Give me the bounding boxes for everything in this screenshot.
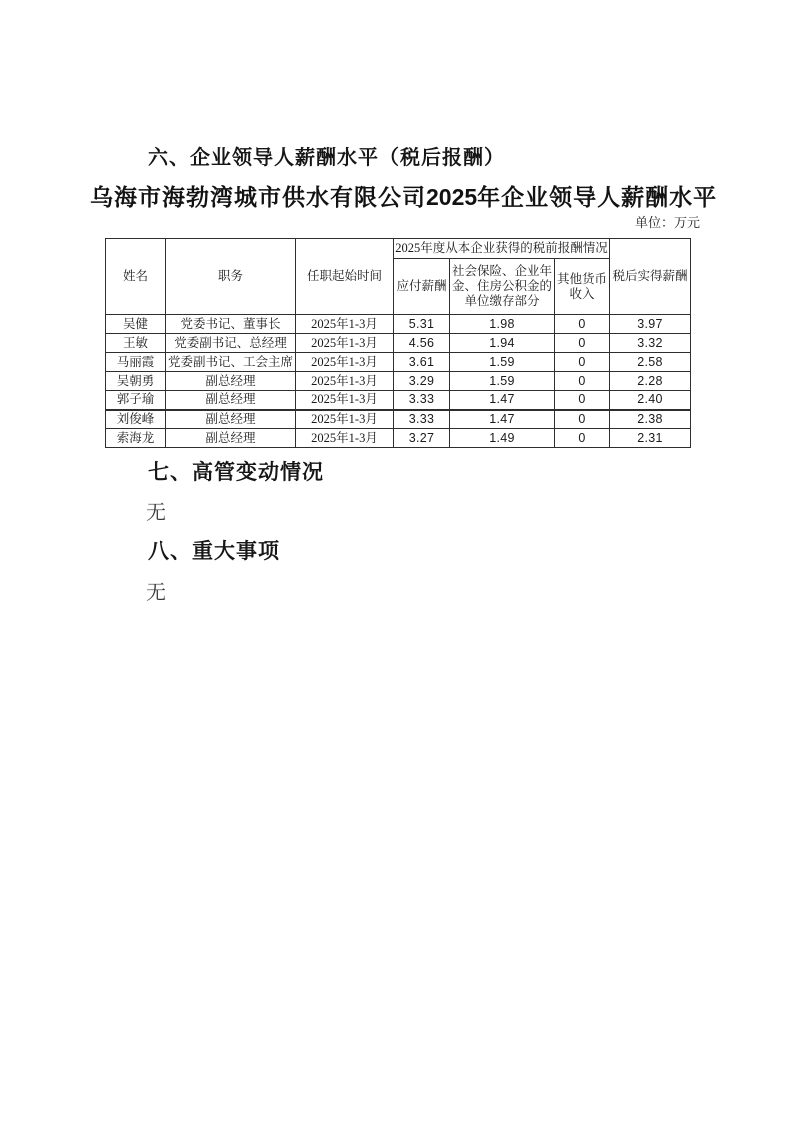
cell-social-insurance: 1.59 — [450, 353, 555, 372]
col-header-social-insurance: 社会保险、企业年金、住房公积金的单位缴存部分 — [450, 259, 555, 315]
cell-other-income: 0 — [555, 391, 610, 410]
table-title-suffix: 年企业领导人薪酬水平 — [477, 185, 718, 210]
col-header-payable-salary: 应付薪酬 — [394, 259, 450, 315]
cell-name: 索海龙 — [106, 429, 166, 448]
cell-aftertax-salary: 2.28 — [610, 372, 691, 391]
cell-aftertax-salary: 2.58 — [610, 353, 691, 372]
table-row — [106, 410, 691, 429]
cell-position: 党委副书记、工会主席 — [166, 353, 296, 372]
cell-position: 副总经理 — [166, 429, 296, 448]
section-7-content: 无 — [146, 502, 166, 524]
table-row — [106, 334, 691, 353]
cell-payable-salary: 3.33 — [394, 391, 450, 410]
unit-label: 单位：万元 — [634, 215, 700, 230]
table-row — [106, 353, 691, 372]
cell-aftertax-salary: 2.38 — [610, 410, 691, 429]
cell-social-insurance: 1.49 — [450, 429, 555, 448]
cell-payable-salary: 3.33 — [394, 410, 450, 429]
cell-aftertax-salary: 3.97 — [610, 315, 691, 334]
cell-aftertax-salary: 3.32 — [610, 334, 691, 353]
cell-other-income: 0 — [555, 410, 610, 429]
cell-start-date: 2025年1-3月 — [296, 410, 394, 429]
cell-name: 马丽霞 — [106, 353, 166, 372]
section-8-content: 无 — [146, 582, 166, 604]
section-6-heading: 六、企业领导人薪酬水平（税后报酬） — [148, 147, 505, 169]
cell-position: 党委副书记、总经理 — [166, 334, 296, 353]
cell-position: 副总经理 — [166, 410, 296, 429]
cell-payable-salary: 4.56 — [394, 334, 450, 353]
cell-position: 副总经理 — [166, 391, 296, 410]
cell-social-insurance: 1.94 — [450, 334, 555, 353]
cell-name: 刘俊峰 — [106, 410, 166, 429]
table-title — [90, 183, 718, 212]
cell-payable-salary: 3.29 — [394, 372, 450, 391]
cell-start-date: 2025年1-3月 — [296, 334, 394, 353]
col-header-name: 姓名 — [106, 239, 166, 315]
cell-social-insurance: 1.47 — [450, 410, 555, 429]
cell-social-insurance: 1.98 — [450, 315, 555, 334]
cell-name: 郭子瑜 — [106, 391, 166, 410]
cell-aftertax-salary: 2.31 — [610, 429, 691, 448]
cell-name: 吴健 — [106, 315, 166, 334]
cell-payable-salary: 3.27 — [394, 429, 450, 448]
section-7-heading: 七、高管变动情况 — [148, 461, 324, 484]
col-header-start-date: 任职起始时间 — [296, 239, 394, 315]
cell-other-income: 0 — [555, 334, 610, 353]
section-8-heading: 八、重大事项 — [148, 540, 280, 563]
table-row — [106, 315, 691, 334]
cell-name: 王敏 — [106, 334, 166, 353]
cell-payable-salary: 5.31 — [394, 315, 450, 334]
col-header-other-income: 其他货币收入 — [555, 259, 610, 315]
cell-start-date: 2025年1-3月 — [296, 315, 394, 334]
table-row — [106, 372, 691, 391]
col-header-pretax-group: 2025年度从本企业获得的税前报酬情况 — [394, 239, 610, 259]
cell-name: 吴朝勇 — [106, 372, 166, 391]
table-title-year: 2025 — [426, 184, 478, 210]
col-header-aftertax-salary: 税后实得薪酬 — [610, 239, 691, 315]
cell-other-income: 0 — [555, 315, 610, 334]
salary-table — [105, 238, 691, 448]
cell-position: 副总经理 — [166, 372, 296, 391]
col-header-position: 职务 — [166, 239, 296, 315]
cell-social-insurance: 1.59 — [450, 372, 555, 391]
cell-other-income: 0 — [555, 429, 610, 448]
cell-start-date: 2025年1-3月 — [296, 372, 394, 391]
table-title-prefix: 乌海市海勃湾城市供水有限公司 — [90, 185, 426, 210]
cell-other-income: 0 — [555, 353, 610, 372]
cell-other-income: 0 — [555, 372, 610, 391]
cell-start-date: 2025年1-3月 — [296, 391, 394, 410]
cell-start-date: 2025年1-3月 — [296, 429, 394, 448]
table-row — [106, 429, 691, 448]
cell-start-date: 2025年1-3月 — [296, 353, 394, 372]
cell-payable-salary: 3.61 — [394, 353, 450, 372]
cell-aftertax-salary: 2.40 — [610, 391, 691, 410]
cell-position: 党委书记、董事长 — [166, 315, 296, 334]
cell-social-insurance: 1.47 — [450, 391, 555, 410]
table-row — [106, 391, 691, 410]
